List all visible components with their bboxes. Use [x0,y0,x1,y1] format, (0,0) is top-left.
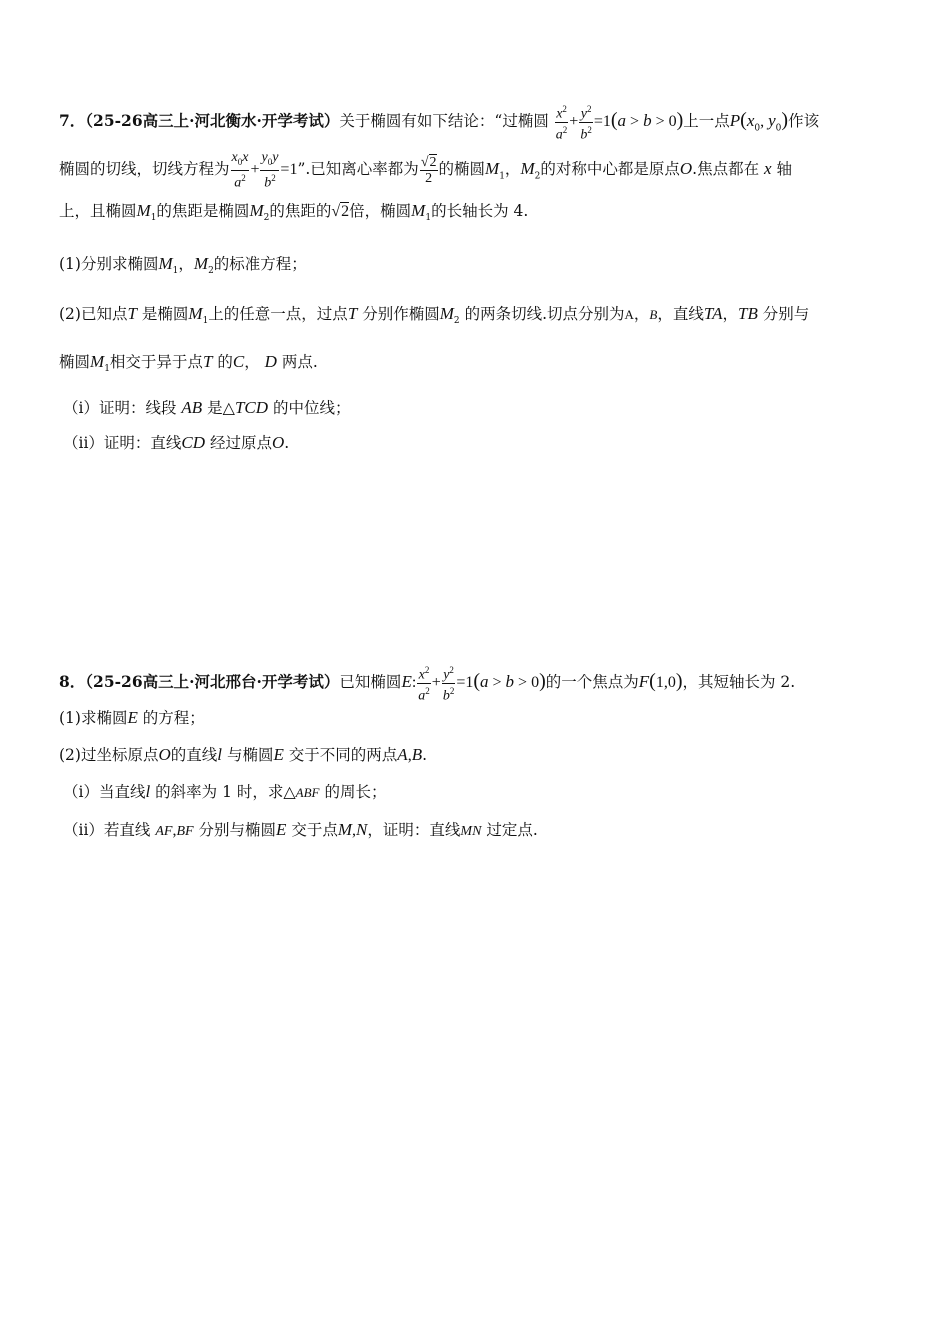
problem-7-question-2: (2)已知点T 是椭圆$M_1$上的任意一点，过点T 分别作椭圆$M_2$ 的两条切线.切点分别为A，B，直线TA，TB 分别与 [59,304,810,327]
math-fraction: $\frac{y^2}{b^2}$ [580,104,592,143]
problem-8-number: 8． [59,672,86,692]
question-text: 的直线 [170,746,218,764]
problem-7-text: 的焦距的 [269,202,332,220]
question-text: 的标准方程； [213,255,307,273]
math-fraction: $\frac{√2}{2}$ [420,154,437,186]
problem-7-text: 上，且椭圆 [59,202,137,220]
problem-8-subquestion-ii: （ii）若直线 AF,BF 分别与椭圆E 交于点M,N，证明：直线MN 过定点. [63,820,538,839]
question-text: （ii）若直线 [63,821,151,839]
question-text: (1)分别求椭圆 [59,255,159,273]
problem-8-text: ，其短轴长为 2. [682,673,796,692]
problem-7-text: 上一点 [683,112,730,131]
question-text: 是 [207,399,223,417]
question-text: 的中位线； [272,399,351,417]
problem-8-question-1: (1)求椭圆E 的方程； [59,708,205,727]
problem-8-subquestion-i: （i）当直线l 的斜率为 1 时，求△ABF 的周长； [63,782,387,801]
question-text: 是椭圆 [141,305,189,323]
question-text: 分别与 [762,305,810,323]
problem-7-subquestion-i: （i）证明：线段 AB 是△TCD 的中位线； [63,398,351,417]
question-text: 的斜率为 1 时，求 [155,783,284,801]
math-fraction: $\frac{x_0x}{a^2}$ [231,150,249,191]
problem-7-text: 椭圆的切线，切线方程为 [59,160,230,179]
problem-7-text: 的长轴长为 4. [431,202,529,220]
question-text: 交于不同的两点 [288,746,398,764]
problem-7-text: ”.已知离心率都为 [297,160,419,179]
problem-7-text: 关于椭圆有如下结论：“过椭圆 [339,112,549,131]
question-text: 的 [217,353,233,371]
math-fraction: $\frac{y^2}{b^2}$ [442,665,455,704]
question-text: 过定点. [486,821,538,839]
problem-7-text: 作该 [788,112,820,131]
question-text: 交于点 [291,821,338,839]
problem-7-text: 的焦距是椭圆 [156,202,250,220]
problem-7-question-2-line-2: 椭圆$M_1$相交于异于点T 的C， D 两点. [59,352,318,375]
math-fraction: $\frac{y_0y}{b^2}$ [261,150,279,191]
problem-7-text: 倍，椭圆 [349,202,412,220]
problem-8-text: 已知椭圆 [339,673,402,692]
question-text: 的方程； [142,709,205,727]
question-text: 经过原点 [209,434,272,452]
question-text: （i）当直线 [63,783,146,801]
question-text: ，证明：直线 [367,821,461,839]
question-text: (2)过坐标原点 [59,746,159,764]
problem-7-text: 的对称中心都是原点 [540,160,680,179]
question-text: 分别作椭圆 [362,305,440,323]
question-text: （i）证明：线段 [63,399,177,417]
question-text: 与椭圆 [226,746,274,764]
problem-8-question-2: (2)过坐标原点O的直线l 与椭圆E 交于不同的两点A,B. [59,745,428,764]
math-fraction: $\frac{x^2}{a^2}$ [418,665,430,704]
question-text: ，直线 [657,305,704,323]
problem-7-text: .焦点都在 [692,160,760,179]
problem-7-source: （25-26高三上·河北衡水·开学考试） [85,111,340,131]
problem-7-number: 7． [59,111,86,131]
problem-8-source: （25-26高三上·河北邢台·开学考试） [85,672,340,692]
problem-8-text: 的一个焦点为 [545,673,639,692]
question-text: (1)求椭圆 [59,709,128,727]
problem-7-line-2: 椭圆的切线，切线方程为 $\frac{x_0x}{a^2}$ + $\frac{y_0y}{b^2}$ =1”.已知离心率都为 $\frac{√2}{2}$ 的椭圆$M_1$，$M_2$的对称中心都是原点O.焦点都在 x 轴 [59,150,793,191]
question-text: （ii）证明：直线 [63,434,182,452]
problem-8-line-1: 8．（25-26高三上·河北邢台·开学考试）已知椭圆E: $\frac{x^2}{a^2}$ + $\frac{y^2}{b^2}$ =1(a > b > 0)的一个焦点为F(1,0)，其短轴长为 2. [59,665,796,704]
problem-7-question-1: (1)分别求椭圆$M_1$，$M_2$的标准方程； [59,254,307,277]
problem-7-text: 轴 [776,160,793,179]
problem-7-text: 的椭圆 [438,160,486,179]
question-text: 分别与椭圆 [198,821,277,839]
question-text: 相交于异于点 [109,353,203,371]
problem-7-line-1: 7．（25-26高三上·河北衡水·开学考试）关于椭圆有如下结论：“过椭圆 $\frac{x^2}{a^2}$ + $\frac{y^2}{b^2}$ =1(a > b > 0)上一点$P(x_0$, $y_0$)作该 [59,104,820,143]
question-text: 的两条切线.切点分别为 [464,305,625,323]
question-text: 两点. [281,353,318,371]
question-text: 椭圆 [59,353,91,371]
problem-7-line-3: 上，且椭圆$M_1$的焦距是椭圆$M_2$的焦距的√2倍，椭圆$M_1$的长轴长为 4. [59,201,529,224]
question-text: 的周长； [324,783,387,801]
question-text: (2)已知点 [59,305,128,323]
problem-7-subquestion-ii: （ii）证明：直线CD 经过原点O. [63,433,290,452]
question-text: 上的任意一点，过点 [208,305,348,323]
math-fraction: $\frac{x^2}{a^2}$ [555,104,568,143]
